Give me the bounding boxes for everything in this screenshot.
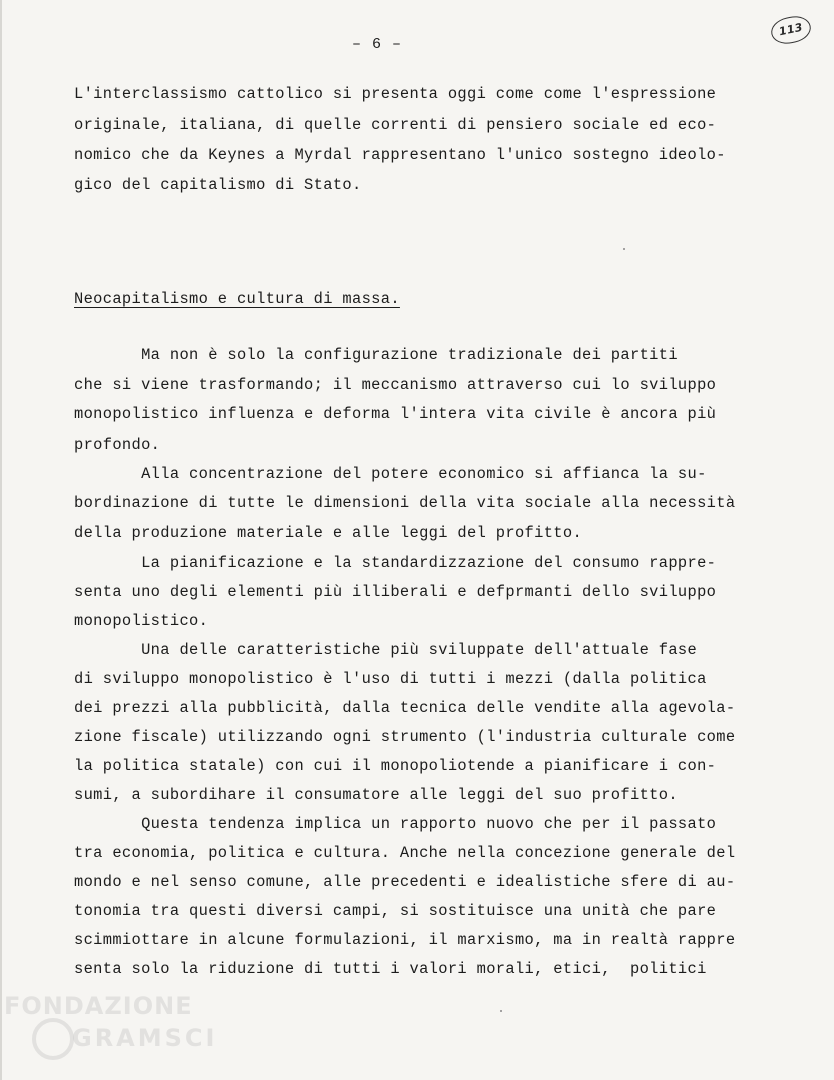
body-line: della produzione materiale e alle leggi del profitto. — [74, 524, 583, 542]
archive-number-stamp: 113 — [769, 13, 814, 47]
body-line: zione fiscale) utilizzando ogni strumento (l'industria culturale come — [74, 728, 736, 746]
body-line: senta uno degli elementi più illiberali e defprmanti dello sviluppo — [74, 583, 717, 601]
body-line: tra economia, politica e cultura. Anche nella concezione generale del — [74, 844, 736, 862]
body-line: tonomia tra questi diversi campi, si sostituisce una unità che pare — [74, 902, 717, 920]
intro-line: gico del capitalismo di Stato. — [74, 176, 362, 194]
body-line: di sviluppo monopolistico è l'uso di tutti i mezzi (dalla politica — [74, 670, 707, 688]
body-line: La pianificazione e la standardizzazione del consumo rappre- — [74, 554, 717, 572]
body-line: mondo e nel senso comune, alle precedenti e idealistiche sfere di au- — [74, 873, 736, 891]
body-line: senta solo la riduzione di tutti i valori morali, etici, politici — [74, 960, 707, 978]
body-line: Alla concentrazione del potere economico si affianca la su- — [74, 465, 707, 483]
body-line: sumi, a subordihare il consumatore alle leggi del suo profitto. — [74, 786, 678, 804]
intro-line: originale, italiana, di quelle correnti di pensiero sociale ed eco- — [74, 116, 717, 134]
intro-line: L'interclassismo cattolico si presenta oggi come come l'espressione — [74, 85, 717, 103]
body-line: scimmiottare in alcune formulazioni, il marxismo, ma in realtà rappre — [74, 931, 736, 949]
page-number: – 6 – — [352, 36, 403, 53]
intro-line: nomico che da Keynes a Myrdal rappresentano l'unico sostegno ideolo- — [74, 146, 726, 164]
body-line: la politica statale) con cui il monopoliotende a pianificare i con- — [74, 757, 717, 775]
body-line: dei prezzi alla pubblicità, dalla tecnica delle vendite alla agevola- — [74, 699, 736, 717]
page-edge — [0, 0, 2, 1080]
watermark-logo-icon — [32, 1018, 74, 1060]
archive-watermark — [4, 990, 224, 1075]
body-line: monopolistico. — [74, 612, 209, 630]
body-line: che si viene trasformando; il meccanismo attraverso cui lo sviluppo — [74, 376, 717, 394]
body-line: Questa tendenza implica un rapporto nuovo che per il passato — [74, 815, 717, 833]
paper-speck — [500, 1010, 502, 1012]
paper-speck — [623, 248, 625, 250]
body-line: Ma non è solo la configurazione tradizionale dei partiti — [74, 346, 678, 364]
watermark-line2: GRAMSCI — [72, 1024, 218, 1052]
body-line: monopolistico influenza e deforma l'intera vita civile è ancora più — [74, 405, 717, 423]
body-line: Una delle caratteristiche più sviluppate dell'attuale fase — [74, 641, 698, 659]
body-line: bordinazione di tutte le dimensioni della vita sociale alla necessità — [74, 494, 736, 512]
section-heading: Neocapitalismo e cultura di massa. — [74, 290, 400, 308]
body-line: profondo. — [74, 436, 161, 454]
watermark-line1: FONDAZIONE — [4, 992, 193, 1020]
